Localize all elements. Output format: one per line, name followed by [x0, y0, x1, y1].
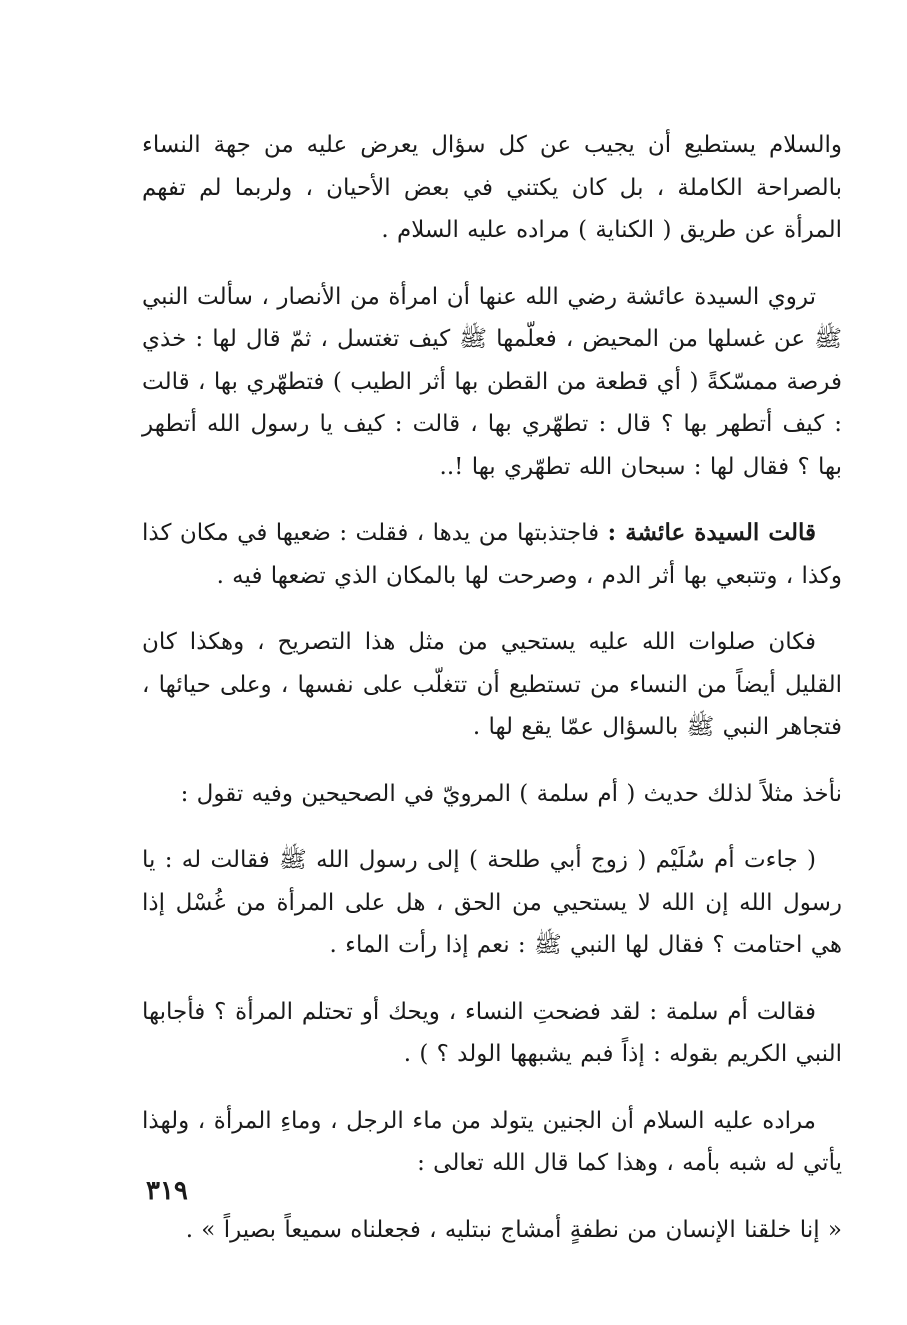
paragraph-1: والسلام يستطيع أن يجيب عن كل سؤال يعرض عليه من جهة النساء بالصراحة الكاملة ، بل كان يكتني في بعض الأحيان ، ولربما لم تفهم المرأة عن طريق ( الكناية ) مراده عليه السلام .	[142, 132, 842, 243]
paragraph-3-lead-in: قالت السيدة عائشة :	[607, 519, 816, 546]
page-body	[142, 124, 842, 1275]
paragraph-8: مراده عليه السلام أن الجنين يتولد من ماء الرجل ، وماءِ المرأة ، ولهذا يأتي له شبه بأمه ، وهذا كما قال الله تعالى :	[142, 1107, 842, 1176]
paragraph-5: نأخذ مثلاً لذلك حديث ( أم سلمة ) المرويّ في الصحيحين وفيه تقول :	[180, 780, 842, 807]
paragraph-7: فقالت أم سلمة : لقد فضحتِ النساء ، ويحك أو تحتلم المرأة ؟ فأجابها النبي الكريم بقوله : إذاً فبم يشبهها الولد ؟ ) .	[142, 998, 842, 1067]
page-number: ٣١٩	[146, 1176, 188, 1206]
paragraph-6: ( جاءت أم سُلَيْم ( زوج أبي طلحة ) إلى رسول الله ﷺ فقالت له : يا رسول الله إن الله لا يستحيي من الحق ، هل على المرأة من غُسْل إذا هي احتامت ؟ فقال لها النبي ﷺ : نعم إذا رأت الماء .	[142, 847, 842, 958]
paragraph-9-quote: « إنا خلقنا الإنسان من نطفةٍ أمشاج نبتليه ، فجعلناه سميعاً بصيراً » .	[185, 1216, 842, 1243]
paragraph-3-text: فاجتذبتها من يدها ، فقلت : ضعيها في مكان كذا وكذا ، وتتبعي بها أثر الدم ، وصرحت لها بالمكان الذي تضعها فيه .	[142, 520, 842, 589]
paragraph-3	[142, 512, 842, 597]
paragraph-4: فكان صلوات الله عليه يستحيي من مثل هذا التصريح ، وهكذا كان القليل أيضاً من النساء من تستطيع أن تتغلّب على نفسها ، وعلى حيائها ، فتجاهر النبي ﷺ بالسؤال عمّا يقع لها .	[142, 629, 843, 740]
paragraph-2: تروي السيدة عائشة رضي الله عنها أن امرأة من الأنصار ، سألت النبي ﷺ عن غسلها من المحيض ، فعلّمها ﷺ كيف تغتسل ، ثمّ قال لها : خذي فرصة ممسّكةً ( أي قطعة من القطن بها أثر الطيب ) فتطهّري بها ، قالت : كيف أتطهر بها ؟ قال : تطهّري بها ، قالت : كيف يا رسول الله أتطهر بها ؟ فقال لها : سبحان الله تطهّري بها !..	[142, 283, 842, 480]
